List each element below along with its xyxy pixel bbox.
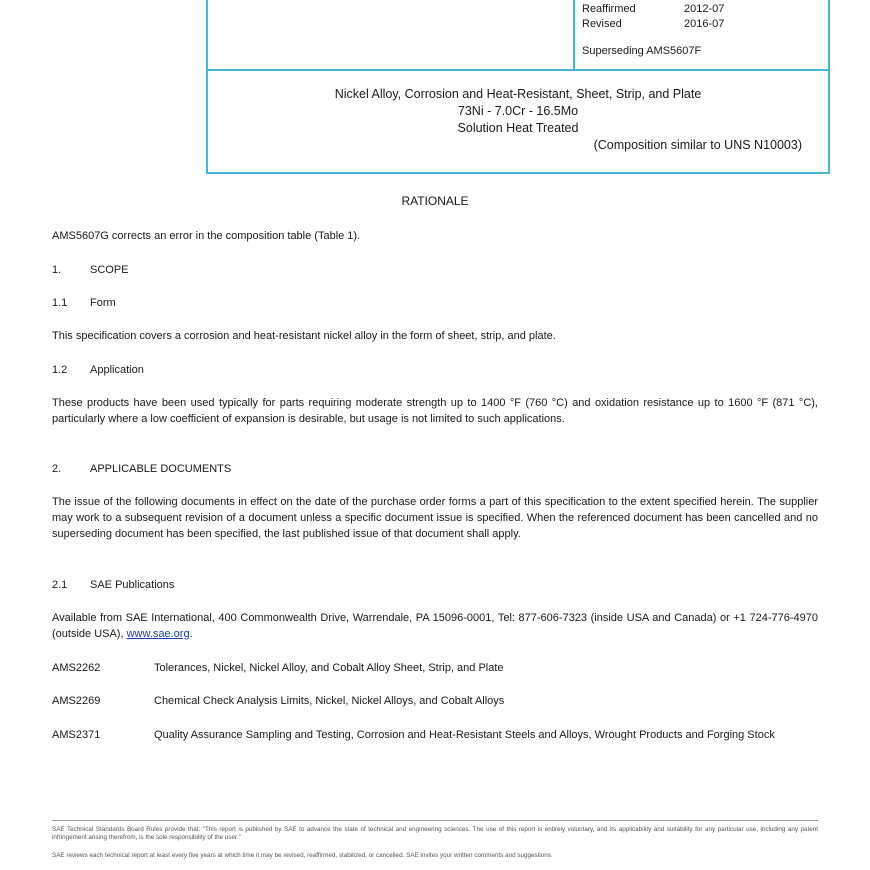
header-divider-horizontal [208, 69, 828, 71]
reference-title: Quality Assurance Sampling and Testing, Corrosion and Heat-Resistant Steels and Alloys, Wrought Products and Forging Stock [154, 729, 775, 741]
revised-label: Revised [582, 18, 622, 30]
subsection-form-heading [52, 295, 818, 311]
document-title [208, 86, 828, 154]
subsection-sae-publications-heading [52, 577, 818, 593]
header-divider-vertical [573, 0, 575, 69]
superseding-text: Superseding AMS5607F [582, 45, 702, 57]
rationale-heading: RATIONALE [401, 194, 469, 208]
section-title: Application [90, 364, 144, 376]
reference-entry [52, 727, 818, 743]
footer-disclaimer: SAE Technical Standards Board Rules provide that: "This report is published by SAE to advance the state of technical and engineering sciences. The use of this report is entirely voluntary, and its applicability and suitability for any particular use, including any patent infringement arising therefrom, is the sole responsibility of the user." [52, 826, 818, 841]
title-condition: Solution Heat Treated [457, 121, 579, 135]
reference-code: AMS2371 [52, 729, 101, 741]
title-composition: 73Ni - 7.0Cr - 16.5Mo [457, 104, 579, 118]
section-applicable-documents-heading [52, 461, 818, 477]
revision-info [582, 2, 724, 59]
applicable-documents-paragraph: The issue of the following documents in effect on the date of the purchase order forms a part of this specification to the extent specified herein. The supplier may work to a subsequent revision of a document unless a specific document issue is specified. When the referenced document has been cancelled and no superseding document has been specified, the last published issue of that document shall apply. [52, 496, 818, 540]
reference-entry [52, 693, 818, 709]
sae-publications-paragraph [52, 610, 818, 642]
section-number: 2. [52, 463, 62, 475]
sae-period: . [189, 628, 193, 640]
section-number: 1. [52, 264, 62, 276]
revised-row [582, 17, 724, 32]
subsection-application-heading [52, 362, 818, 378]
reaffirmed-row [582, 2, 724, 17]
sae-website-link[interactable]: www.sae.org [126, 628, 190, 640]
rationale-text: AMS5607G corrects an error in the composition table (Table 1). [52, 230, 361, 242]
section-scope-heading [52, 262, 818, 278]
section-title: APPLICABLE DOCUMENTS [90, 463, 232, 475]
section-number: 2.1 [52, 579, 68, 591]
revised-date: 2016-07 [684, 18, 725, 30]
reference-entry [52, 660, 818, 676]
application-paragraph: These products have been used typically for parts requiring moderate strength up to 1400 °F (760 °C) and oxidation resistance up to 1600 °F (871 °C), particularly where a low coefficient of expansion is desirable, but usage is not limited to such applications. [52, 397, 818, 425]
footer-review-note: SAE reviews each technical report at least every five years at which time it may be revised, reaffirmed, stabilized, or cancelled. SAE invites your written comments and suggestions. [52, 852, 553, 859]
form-paragraph: This specification covers a corrosion and heat-resistant nickel alloy in the form of sheet, strip, and plate. [52, 330, 556, 342]
document-header-box [206, 0, 830, 174]
section-number: 1.1 [52, 297, 68, 309]
reference-code: AMS2269 [52, 695, 101, 707]
reaffirmed-date: 2012-07 [684, 3, 725, 15]
section-title: Form [90, 297, 116, 309]
reference-title: Chemical Check Analysis Limits, Nickel, Nickel Alloys, and Cobalt Alloys [154, 695, 505, 707]
reaffirmed-label: Reaffirmed [582, 3, 636, 15]
section-number: 1.2 [52, 364, 68, 376]
sae-address-text: Available from SAE International, 400 Commonwealth Drive, Warrendale, PA 15096-0001, Tel: 877-606-7323 (inside USA and Canada) or +1 724-776-4970 (outside USA), [52, 612, 818, 640]
section-title: SCOPE [90, 264, 129, 276]
footer-divider [52, 820, 818, 821]
title-uns-note: (Composition similar to UNS N10003) [593, 138, 802, 152]
section-title: SAE Publications [90, 579, 175, 591]
title-line: Nickel Alloy, Corrosion and Heat-Resistant, Sheet, Strip, and Plate [334, 87, 702, 101]
reference-title: Tolerances, Nickel, Nickel Alloy, and Cobalt Alloy Sheet, Strip, and Plate [154, 662, 504, 674]
reference-code: AMS2262 [52, 662, 101, 674]
